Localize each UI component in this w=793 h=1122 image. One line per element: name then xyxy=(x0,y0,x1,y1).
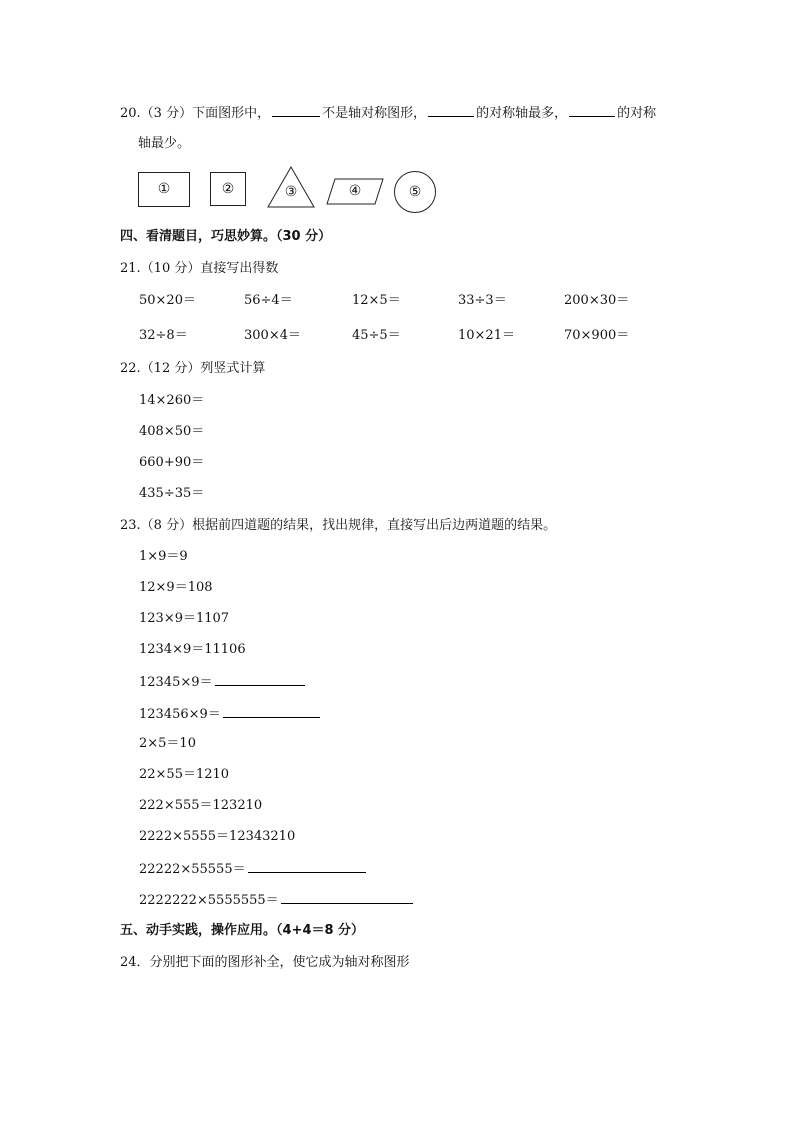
shape-circle: ⑤ xyxy=(394,171,436,213)
q21-item: 12×5＝ xyxy=(352,293,401,308)
q23-blank-line: 12345×9＝ xyxy=(139,673,307,691)
q21-item: 50×20＝ xyxy=(139,293,196,308)
q23-pattern-line: 12×9＝108 xyxy=(139,580,213,595)
q22-title: 22.（12 分）列竖式计算 xyxy=(120,361,266,376)
section-4-heading: 四、看清题目，巧思妙算。（30 分） xyxy=(120,229,332,244)
q23-pattern-line: 222×555＝123210 xyxy=(139,798,263,813)
q23-pattern-line: 2×5＝10 xyxy=(139,736,196,751)
q20-part1: 不是轴对称图形， xyxy=(322,106,427,121)
q20-part3: 的对称 xyxy=(617,106,657,121)
q21-item: 32÷8＝ xyxy=(139,328,188,343)
shape-rectangle: ① xyxy=(138,172,190,207)
q24-title: 24．分别把下面的图形补全，使它成为轴对称图形 xyxy=(120,955,410,970)
q22-item: 408×50＝ xyxy=(139,424,205,439)
answer-blank[interactable] xyxy=(215,673,305,686)
q21-item: 300×4＝ xyxy=(244,328,301,343)
q23-blank-line: 2222222×5555555＝ xyxy=(139,891,415,909)
q21-item: 33÷3＝ xyxy=(458,293,507,308)
shape-triangle: ③ xyxy=(267,166,315,208)
question-20 xyxy=(120,104,656,122)
q21-item: 10×21＝ xyxy=(458,328,515,343)
q22-item: 14×260＝ xyxy=(139,393,205,408)
q22-item: 435÷35＝ xyxy=(139,486,205,501)
answer-blank[interactable] xyxy=(223,705,320,718)
q21-item: 56÷4＝ xyxy=(244,293,293,308)
q20-line2: 轴最少。 xyxy=(138,136,191,151)
q20-part2: 的对称轴最多， xyxy=(476,106,568,121)
q23-blank-line: 123456×9＝ xyxy=(139,705,322,723)
shape-parallelogram: ④ xyxy=(326,178,384,205)
answer-blank-2[interactable] xyxy=(428,104,474,117)
section-5-heading: 五、动手实践，操作应用。（4+4＝8 分） xyxy=(120,923,365,938)
answer-blank-1[interactable] xyxy=(272,104,320,117)
q23-pattern-line: 1234×9＝11106 xyxy=(139,642,246,657)
answer-blank-3[interactable] xyxy=(569,104,615,117)
shape-square: ② xyxy=(210,172,246,206)
q21-item: 70×900＝ xyxy=(564,328,630,343)
q22-item: 660+90＝ xyxy=(139,455,205,470)
q23-title: 23.（8 分）根据前四道题的结果，找出规律，直接写出后边两道题的结果。 xyxy=(120,518,557,533)
answer-blank[interactable] xyxy=(281,891,413,904)
q21-item: 200×30＝ xyxy=(564,293,630,308)
q21-item: 45÷5＝ xyxy=(352,328,401,343)
q20-prefix: 20.（3 分）下面图形中， xyxy=(120,106,271,121)
q23-pattern-line: 2222×5555＝12343210 xyxy=(139,829,296,844)
q23-pattern-line: 1×9＝9 xyxy=(139,549,188,564)
q21-title: 21.（10 分）直接写出得数 xyxy=(120,261,279,276)
q23-blank-line: 22222×55555＝ xyxy=(139,860,368,878)
q23-pattern-line: 22×55＝1210 xyxy=(139,767,230,782)
q23-pattern-line: 123×9＝1107 xyxy=(139,611,230,626)
answer-blank[interactable] xyxy=(248,860,366,873)
